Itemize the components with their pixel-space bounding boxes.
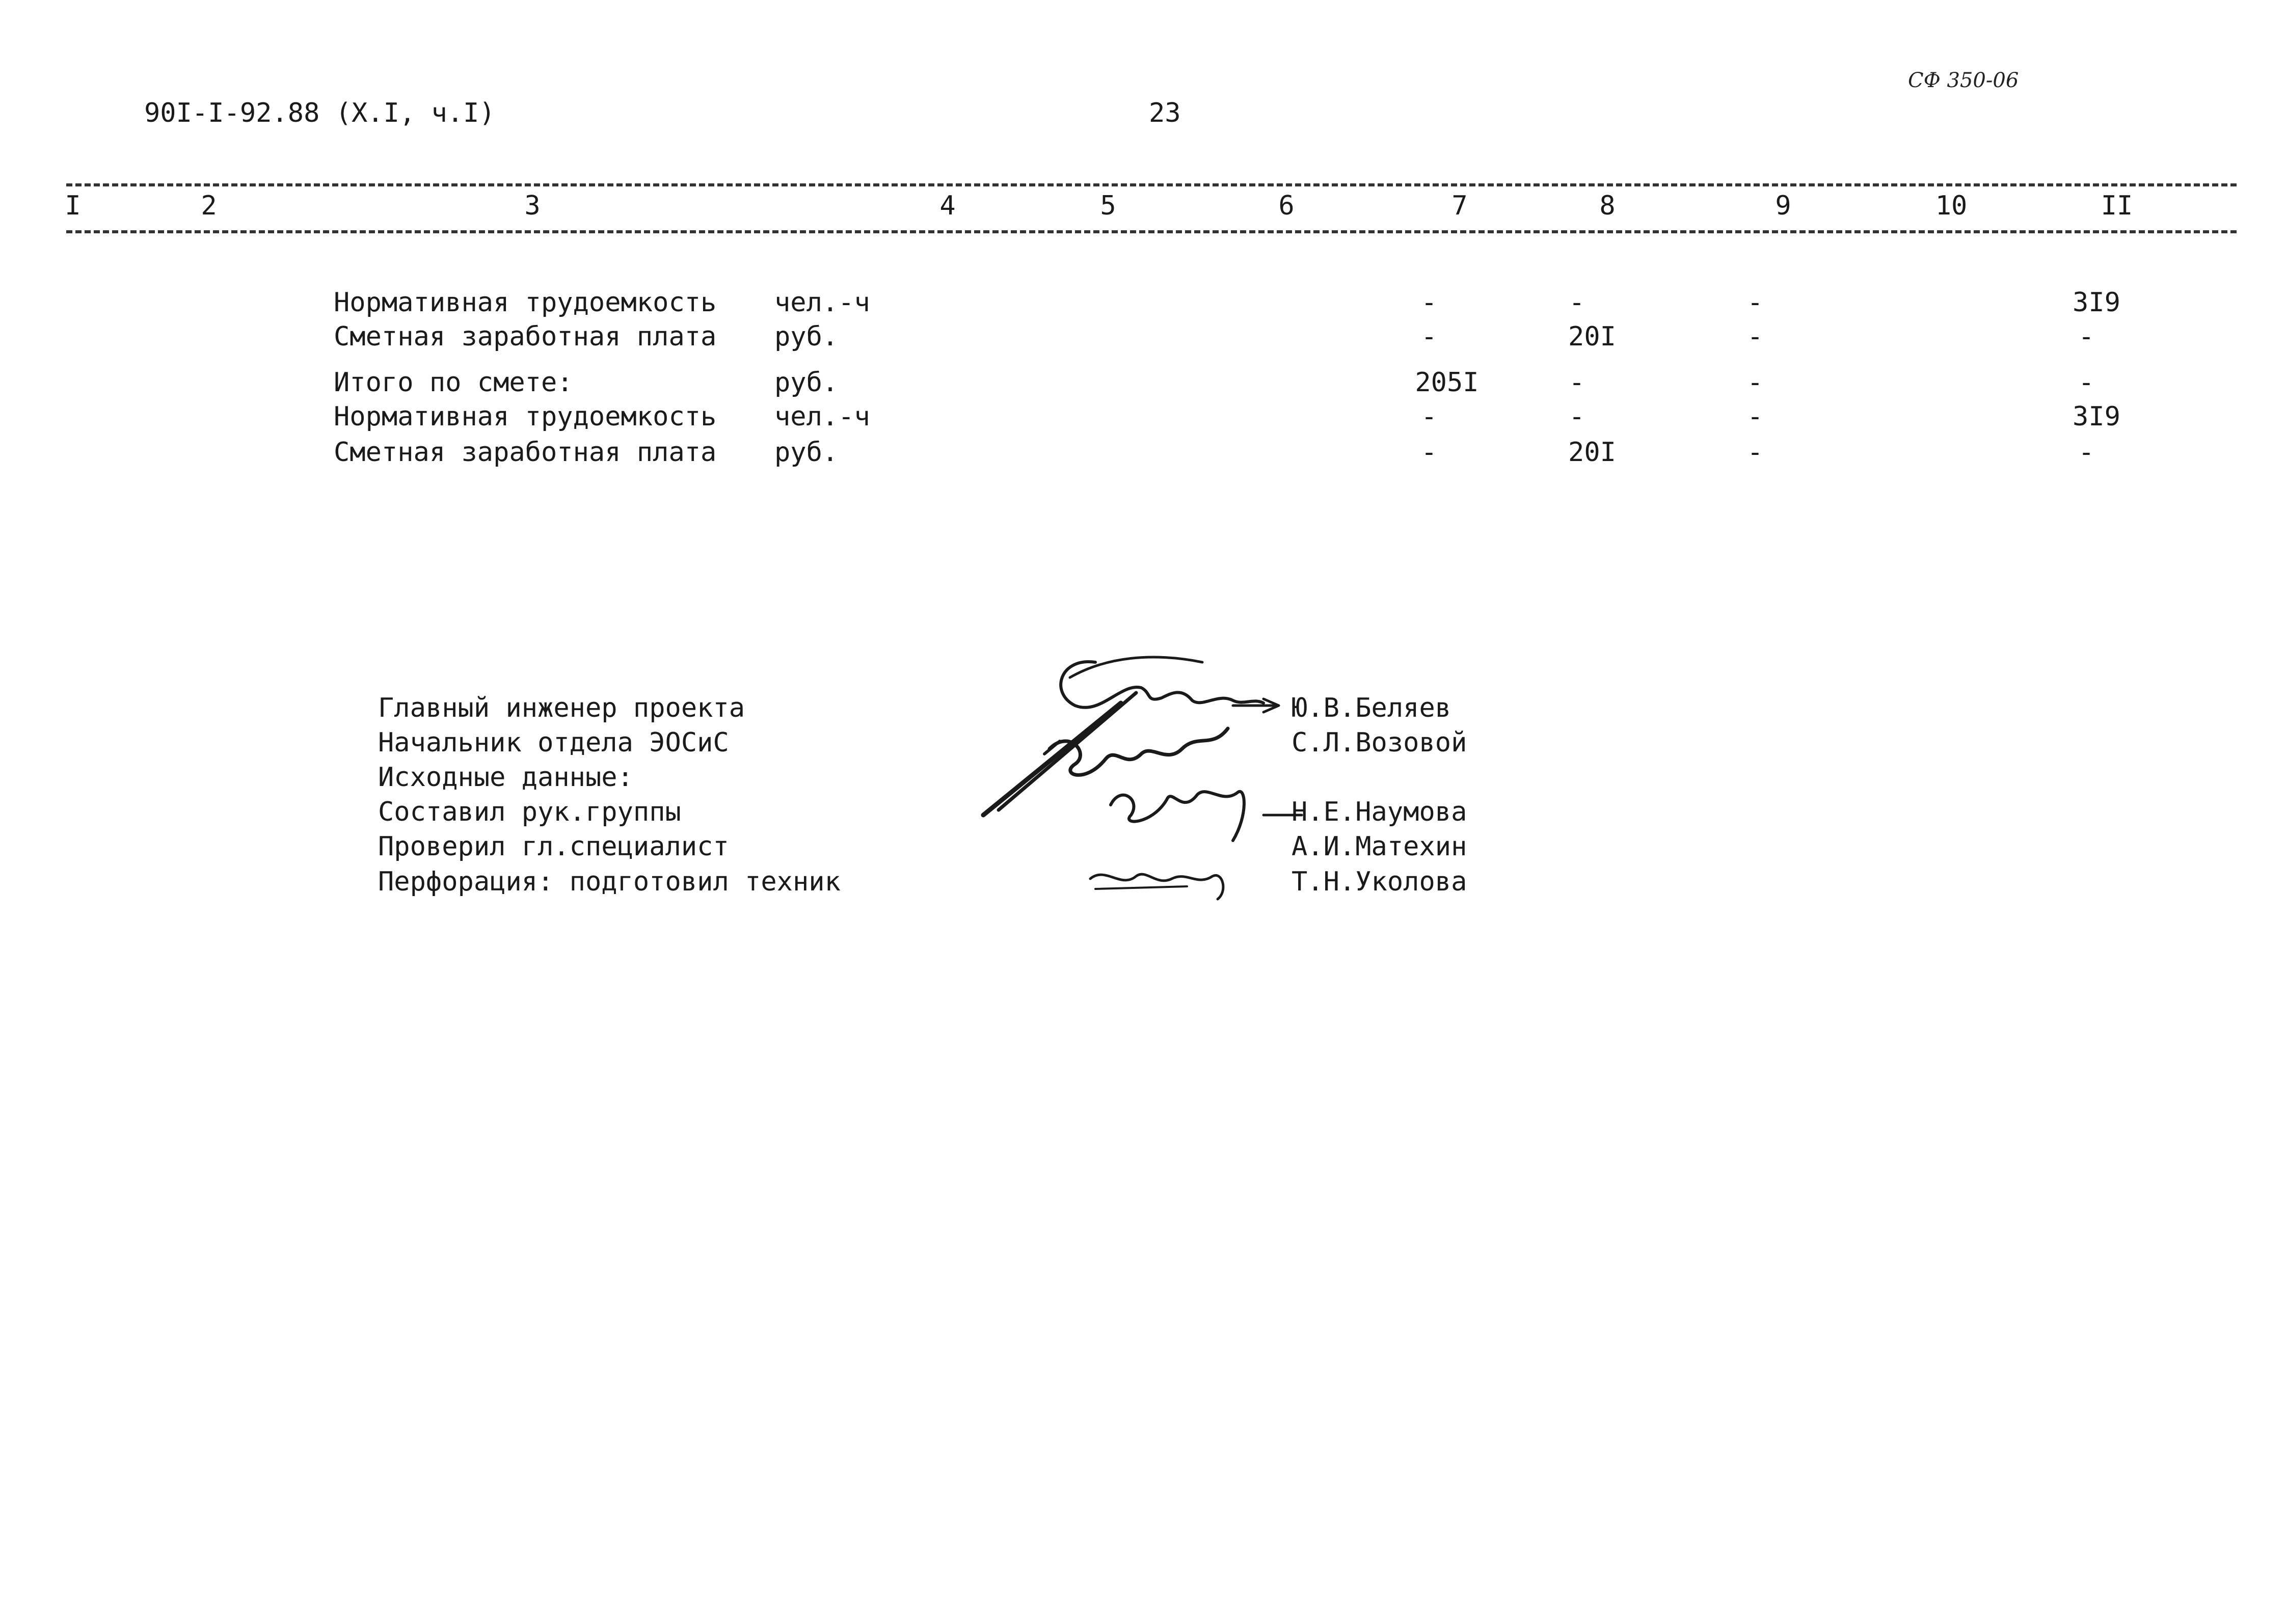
row-col8: - [1569, 367, 1585, 398]
column-number-4: 4 [939, 191, 956, 221]
row-col7: - [1421, 437, 1437, 468]
signatory-name: Т.Н.Уколова [1292, 867, 1467, 897]
row-col11: - [2078, 437, 2094, 468]
row-col11: - [2078, 367, 2094, 398]
row-unit: руб. [774, 321, 839, 352]
row-col7: - [1421, 287, 1437, 318]
row-name: Сметная заработная плата [334, 321, 717, 352]
signature-role: Составил рук.группы [378, 797, 681, 827]
column-number-11: II [2101, 191, 2133, 221]
column-number-1: I [65, 191, 81, 221]
row-col8: 20I [1568, 437, 1616, 468]
signatory-name: С.Л.Возовой [1292, 727, 1467, 758]
row-unit: чел.-ч [774, 287, 870, 318]
row-col11: 3I9 [2073, 401, 2120, 432]
row-col9: - [1747, 321, 1763, 352]
row-col9: - [1747, 287, 1763, 318]
signature-role: Исходные данные: [378, 762, 633, 793]
column-number-3: 3 [524, 191, 541, 221]
signature-role: Начальник отдела ЭОСиС [378, 727, 729, 758]
signature-role: Проверил гл.специалист [378, 831, 729, 862]
signatory-name: А.И.Матехин [1292, 831, 1467, 862]
document-code: 90I-I-92.88 (X.I, ч.I) [144, 98, 495, 128]
row-col7: - [1421, 401, 1437, 432]
signature-role: Главный инженер проекта [378, 693, 745, 723]
archive-mark: СФ 350-06 [1908, 69, 2019, 92]
row-unit: руб. [774, 367, 839, 398]
row-col7: - [1421, 321, 1437, 352]
row-col7: 205I [1415, 367, 1479, 398]
column-number-8: 8 [1599, 191, 1616, 221]
page-number: 23 [1149, 98, 1181, 128]
signatory-name: Ю.В.Беляев [1292, 693, 1451, 723]
column-number-6: 6 [1278, 191, 1295, 221]
row-col9: - [1747, 437, 1763, 468]
row-name: Нормативная трудоемкость [334, 401, 717, 432]
signatory-name: Н.Е.Наумова [1292, 797, 1467, 827]
row-name: Сметная заработная плата [334, 437, 717, 468]
row-name: Итого по смете: [334, 367, 573, 398]
row-col8: 20I [1568, 321, 1616, 352]
row-col11: - [2078, 321, 2094, 352]
column-number-9: 9 [1775, 191, 1791, 221]
row-col8: - [1569, 401, 1585, 432]
row-col8: - [1569, 287, 1585, 318]
column-number-10: 10 [1935, 191, 1968, 221]
row-unit: руб. [774, 437, 839, 468]
row-name: Нормативная трудоемкость [334, 287, 717, 318]
row-col9: - [1747, 401, 1763, 432]
column-number-7: 7 [1451, 191, 1468, 221]
signature-role: Перфорация: подготовил техник [378, 867, 841, 897]
column-number-5: 5 [1100, 191, 1116, 221]
column-number-2: 2 [201, 191, 217, 221]
row-unit: чел.-ч [774, 401, 870, 432]
row-col9: - [1747, 367, 1763, 398]
row-col11: 3I9 [2073, 287, 2120, 318]
